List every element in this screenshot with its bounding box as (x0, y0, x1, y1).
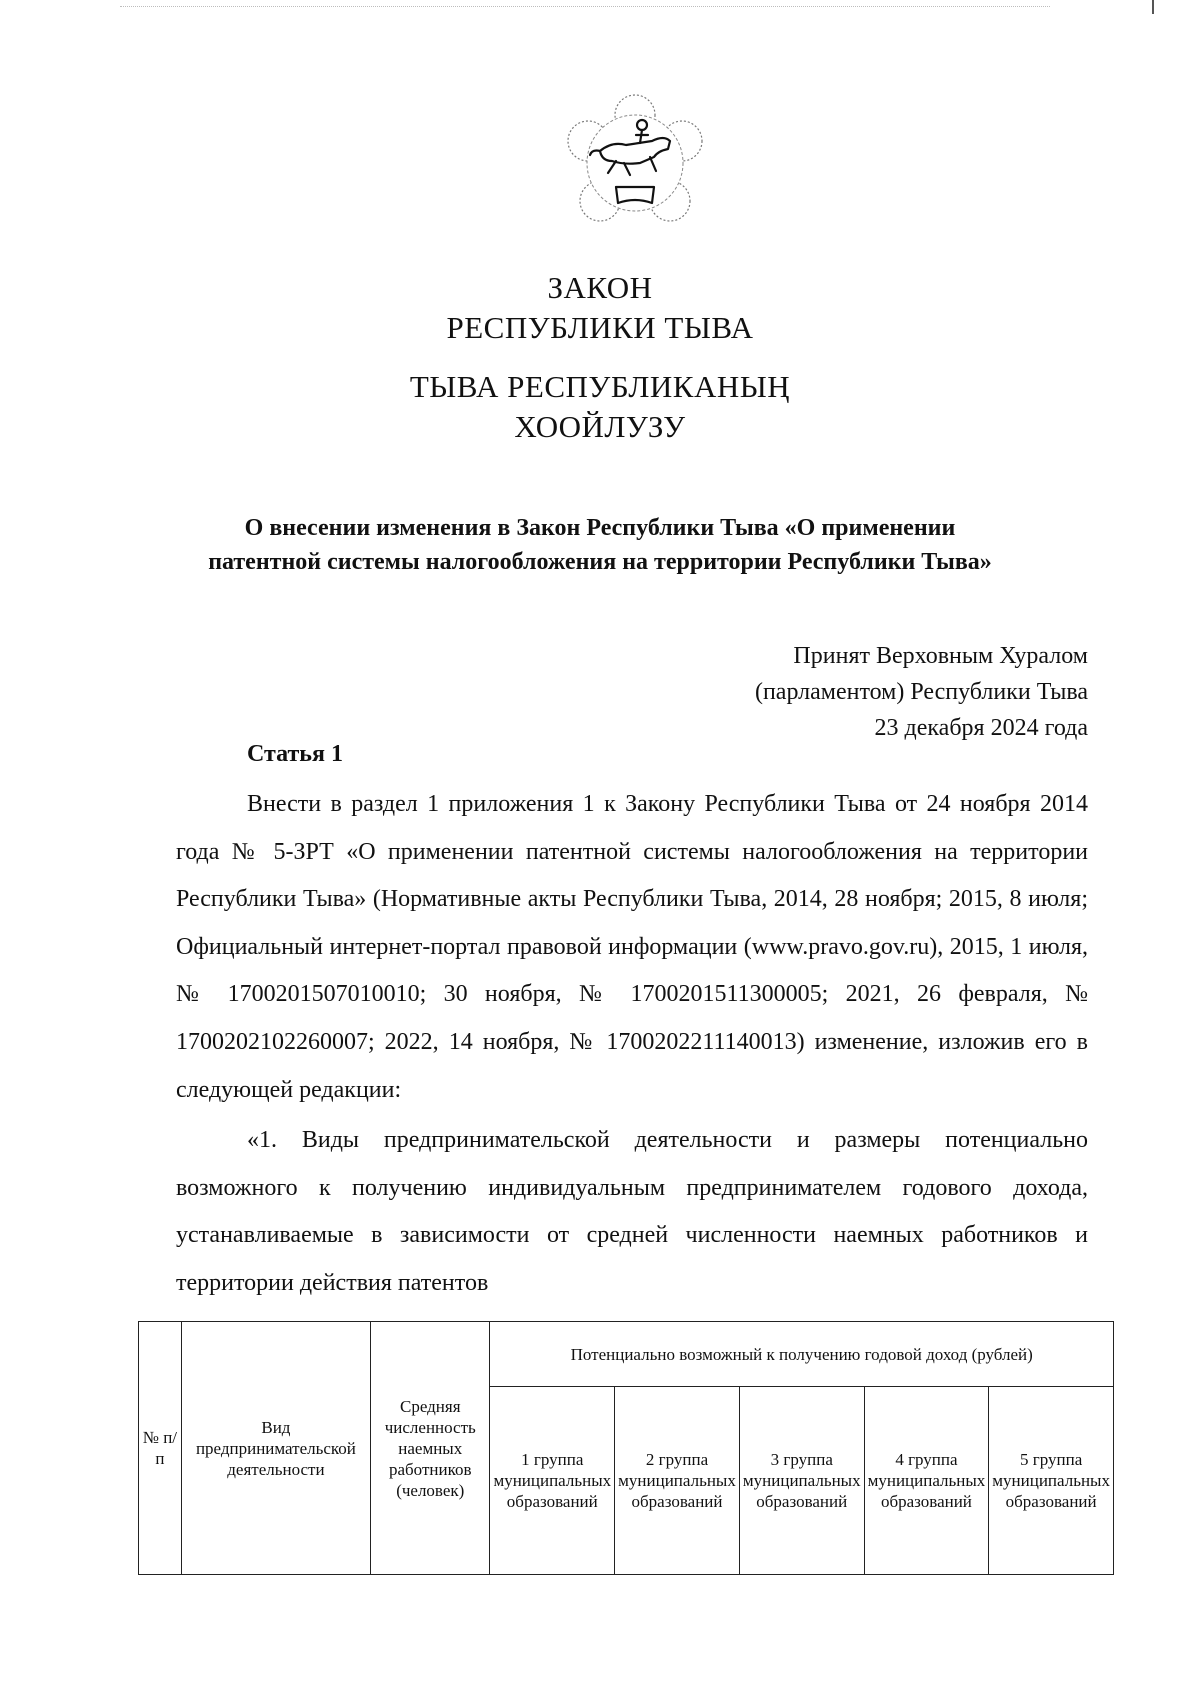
header-group-5: 5 группа муниципальных образований (989, 1387, 1114, 1575)
article-title: Статья 1 (247, 741, 343, 767)
scan-artifact-mark (1152, 0, 1154, 14)
income-table (138, 1321, 1114, 1575)
adoption-line-1: Принят Верховным Хуралом (793, 643, 1088, 669)
header-group-1: 1 группа муниципальных образований (490, 1387, 615, 1575)
law-heading-tuvan (0, 367, 1200, 447)
heading-ru-line-1: ЗАКОН (547, 270, 653, 305)
heading-tyv-line-1: ТЫВА РЕСПУБЛИКАНЫҢ (409, 369, 791, 404)
table-header-row (139, 1322, 1114, 1387)
article-paragraph-2: «1. Виды предпринимательской деятельности и размеры потенциально возможного к получению индивидуальным предпринимателем годового дохода, устанавливаемые в зависимости от средней численности наемных работников и территории действия патентов (176, 1127, 1088, 1296)
coat-of-arms-icon (560, 93, 710, 243)
header-activity-type: Вид предпринимательской деятельности (181, 1322, 370, 1575)
scan-artifact-line (120, 6, 1050, 7)
adoption-date: 23 декабря 2024 года (874, 715, 1088, 741)
adoption-line-2: (парламентом) Республики Тыва (754, 679, 1088, 705)
header-number: № п/п (139, 1322, 182, 1575)
law-heading-russian (0, 268, 1200, 348)
heading-tyv-line-2: ХООЙЛУЗУ (514, 409, 686, 444)
header-group-3: 3 группа муниципальных образований (739, 1387, 864, 1575)
header-group-4: 4 группа муниципальных образований (864, 1387, 989, 1575)
header-employee-count: Средняя численность наемных работников (человек) (371, 1322, 490, 1575)
heading-ru-line-2: РЕСПУБЛИКИ ТЫВА (446, 310, 754, 345)
law-title (150, 511, 1050, 579)
header-potential-income: Потенциально возможный к получению годовой доход (рублей) (490, 1322, 1114, 1387)
law-title-line-2: патентной системы налогообложения на территории Республики Тыва» (208, 549, 992, 575)
header-group-2: 2 группа муниципальных образований (615, 1387, 740, 1575)
adoption-note (755, 638, 1088, 746)
law-title-line-1: О внесении изменения в Закон Республики Тыва «О применении (244, 515, 956, 541)
article-paragraph-1: Внести в раздел 1 приложения 1 к Закону Республики Тыва от 24 ноября 2014 года № 5-ЗРТ «О применении патентной системы налогообложения на территории Республики Тыва» (Нормативные акты Республики Тыва, 2014, 28 ноября; 2015, 8 июля; Официальный интернет-портал правовой информации (www.pravo.gov.ru), 2015, 1 июля, № 1700201507010010; 30 ноября, № 1700201511300005; 2021, 26 февраля, № 1700202102260007; 2022, 14 ноября, № 1700202211140013) изменение, изложив его в следующей редакции: (176, 791, 1088, 1103)
